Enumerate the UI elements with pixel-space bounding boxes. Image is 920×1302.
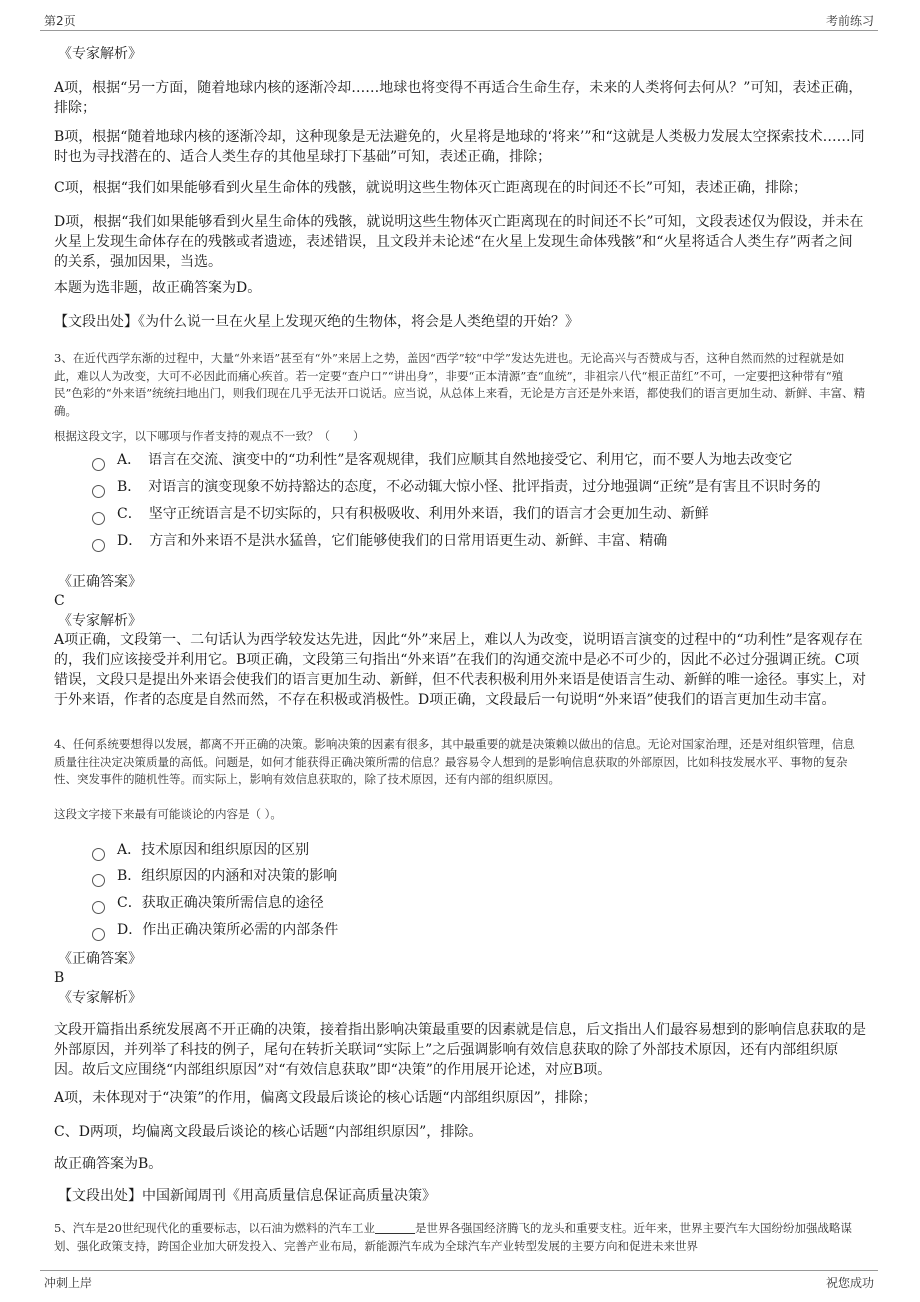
q4-option-a[interactable]: A．技术原因和组织原因的区别 [92,840,309,860]
radio-icon[interactable] [92,928,105,941]
page-footer [40,1270,878,1295]
radio-icon[interactable] [92,848,105,861]
q4-analysis-main: 文段开篇指出系统发展离不开正确的决策，接着指出影响决策最重要的因素就是信息，后文指出人们最容易想到的影响信息获取的是外部原因，并列举了科技的例子，尾句在转折关联词“实际上”之后强调影响有效信息获取的除了外部技术原因，还有内部组织原因。故后文应围绕“内部组织原因”对“有效信息获取”即“决策”的作用展开论述，对应B项。 [54,1022,866,1078]
q2-analysis-a: A项，根据“另一方面，随着地球内核的逐渐冷却……地球也将变得不再适合生命生存，未来的人类将何去何从？”可知，表述正确，排除； [54,80,863,116]
q3-answer-heading: 《正确答案》 [58,574,142,590]
q4-expert-heading: 《专家解析》 [58,990,142,1006]
q4-option-b[interactable]: B．组织原因的内涵和对决策的影响 [92,866,337,886]
q3-option-a[interactable]: A． 语言在交流、演变中的“功利性”是客观规律，我们应顺其自然地接受它、利用它，而不要人为地去改变它 [92,450,792,470]
q2-analysis-b: B项，根据“随着地球内核的逐渐冷却，这种现象是无法避免的，火星将是地球的‘将来’”和“这就是人类极力发展太空探索技术……同时也为寻找潜在的、适合人类生存的其他星球打下基础”可知，表述正确，排除； [54,129,865,165]
page-number: 第2页 [44,14,76,28]
q5-passage: 5、汽车是20世纪现代化的重要标志，以石油为燃料的汽车工业 是世界各强国经济腾飞的龙头和重要支柱。近年来，世界主要汽车大国纷纷加强战略谋划、强化政策支持，跨国企业加大研发投入、完善产业布局，新能源汽车成为全球汽车产业转型发展的主要方向和促进未来世界 [54,1221,852,1253]
q4-source: 【文段出处】中国新闻周刊《用高质量信息保证高质量决策》 [58,1188,436,1204]
radio-icon[interactable] [92,485,105,498]
q4-conclusion: 故正确答案为B。 [54,1156,163,1172]
q2-source: 【文段出处】《为什么说一旦在火星上发现灭绝的生物体，将会是人类绝望的开始？》 [54,314,579,330]
fill-blank [375,1221,415,1234]
q4-analysis-cd: C、D两项，均偏离文段最后谈论的核心话题“内部组织原因”，排除。 [54,1124,483,1140]
q4-answer-heading: 《正确答案》 [58,951,142,967]
q3-question: 根据这段文字，以下哪项与作者支持的观点不一致？（ ） [54,429,365,443]
radio-icon[interactable] [92,539,105,552]
q2-analysis-c: C项，根据“我们如果能够看到火星生命体的残骸，就说明这些生物体灭亡距离现在的时间还不长”可知，表述正确，排除； [54,180,808,196]
q3-expert-heading: 《专家解析》 [58,613,142,629]
radio-icon[interactable] [92,512,105,525]
radio-icon[interactable] [92,458,105,471]
q4-answer: B [54,970,65,986]
q3-option-d[interactable]: D． 方言和外来语不是洪水猛兽，它们能够使我们的日常用语更生动、新鲜、丰富、精确 [92,531,667,551]
q2-conclusion: 本题为选非题，故正确答案为D。 [54,280,262,296]
q4-passage: 4、任何系统要想得以发展，都离不开正确的决策。影响决策的因素有很多，其中最重要的就是决策赖以做出的信息。无论对国家治理，还是对组织管理，信息质量往往决定决策质量的高低。问题是，如何才能获得正确决策所需的信息？最容易令人想到的是影响信息获取的外部原因，比如科技发展水平、事物的复杂性、突发事件的随机性等。而实际上，影响有效信息获取的，除了技术原因，还有内部的组织原因。 [54,737,855,786]
q2-expert-heading: 《专家解析》 [58,46,142,62]
q4-option-d[interactable]: D．作出正确决策所必需的内部条件 [92,920,338,940]
footer-right-text: 祝您成功 [825,1276,874,1290]
q4-option-c[interactable]: C．获取正确决策所需信息的途径 [92,893,324,913]
q3-analysis: A项正确，文段第一、二句话认为西学较发达先进，因此“外”来居上，难以人为改变，说明语言演变的过程中的“功利性”是客观存在的，我们应该接受并利用它。B项正确，文段第三句指出“外来语”在我们的沟通交流中是必不可少的，因此不必过分强调正统。C项错误，文段只是提出外来语会使我们的语言更加生动、新鲜，但不代表积极利用外来语是使语言生动、新鲜的唯一途径。事实上，对于外来语，作者的态度是自然而然，不存在积极或消极性。D项正确，文段最后一句说明“外来语”使我们的语言更加生动丰富。 [54,632,866,708]
q2-analysis-d: D项，根据“我们如果能够看到火星生命体的残骸，就说明这些生物体灭亡距离现在的时间还不长”可知，文段表述仅为假设，并未在火星上发现生命体存在的残骸或者遗迹，表述错误，且文段并未论述“在火星上发现生命体残骸”和“火星将适合人类生存”两者之间的关系，强加因果，当选。 [54,214,864,270]
q3-option-b[interactable]: B． 对语言的演变现象不妨持豁达的态度，不必动辄大惊小怪、批评指责，过分地强调“正统”是有害且不识时务的 [92,477,821,497]
radio-icon[interactable] [92,874,105,887]
q3-passage: 3、在近代西学东渐的过程中，大量“外来语”甚至有“外”来居上之势，盖因“西学”较“中学”发达先进也。无论高兴与否赞成与否，这种自然而然的过程就是如此，难以人为改变，大可不必因此而痛心疾首。若一定要“查户口”“讲出身”，非要“正本清源”查“血统”，非祖宗八代“根正苗红”不可，一定要把这种带有“殖民”色彩的“外来语”统统扫地出门，则我们现在几乎无法开口说话。应当说，从总体上来看，无论是方言还是外来语，都使我们的语言更加生动、新鲜、丰富、精确。 [54,351,866,418]
radio-icon[interactable] [92,901,105,914]
q4-analysis-a: A项，未体现对于“决策”的作用，偏离文段最后谈论的核心话题“内部组织原因”，排除； [54,1090,597,1106]
footer-left-text: 冲刺上岸 [44,1276,93,1290]
q3-option-c[interactable]: C． 坚守正统语言是不切实际的，只有积极吸收、利用外来语，我们的语言才会更加生动、新鲜 [92,504,709,524]
q3-answer: C [54,593,65,609]
page-header [40,8,878,31]
header-title: 考前练习 [825,14,874,28]
q4-question: 这段文字接下来最有可能谈论的内容是（ ）。 [54,807,282,821]
